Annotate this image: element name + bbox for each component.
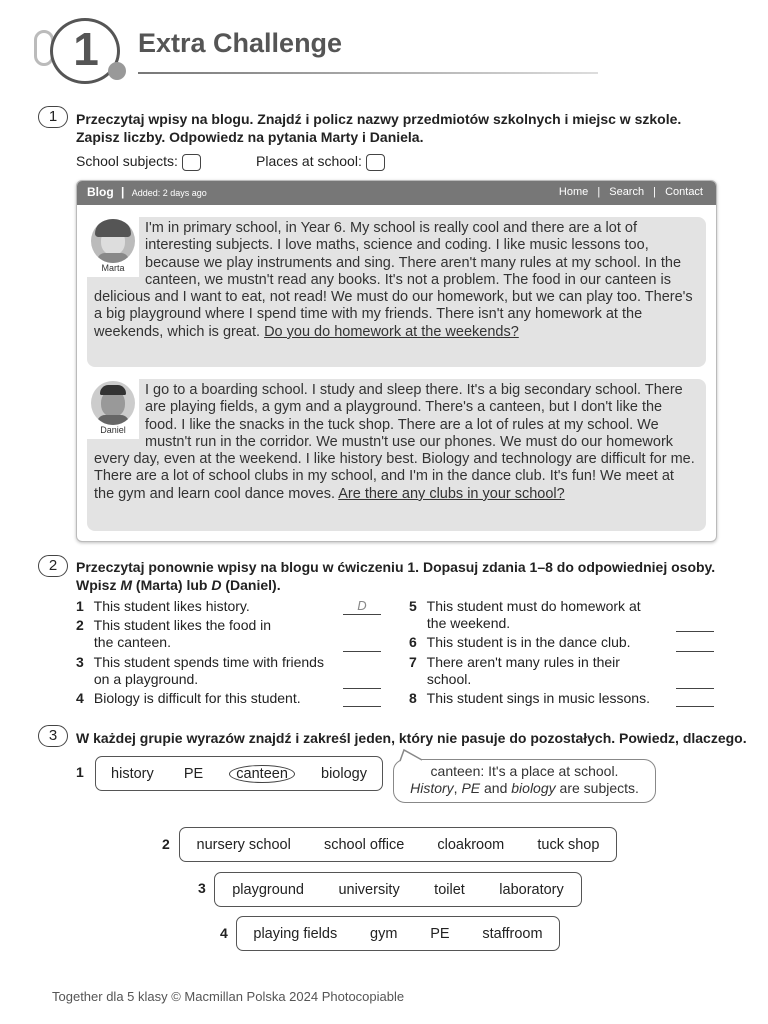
school-subjects-count	[76, 153, 201, 171]
blog-title: Blog	[87, 185, 114, 199]
answer-line-5[interactable]	[676, 631, 714, 632]
blog-separator: |	[121, 185, 125, 199]
group-3-number: 3	[198, 880, 206, 896]
boy-avatar-icon	[91, 381, 135, 425]
statement-3: 3 This student spends time with friends on a playground.	[76, 654, 324, 687]
daniel-letter: D	[211, 577, 222, 593]
exercise-2-number: 2	[38, 555, 68, 577]
statement-5: 5 This student must do homework at the weekend.	[409, 598, 641, 631]
blog-post-marta	[87, 217, 706, 367]
group-4-number: 4	[220, 925, 228, 941]
word-group-4	[236, 916, 560, 951]
blog-added-date: Added: 2 days ago	[131, 188, 207, 198]
answer-line-6[interactable]	[676, 651, 714, 652]
word-biology[interactable]: biology	[321, 765, 367, 782]
girl-avatar-icon	[91, 219, 135, 263]
page-title: Extra Challenge	[138, 28, 343, 58]
statement-1: 1 This student likes history.	[76, 598, 250, 614]
question-marta: Do you do homework at the weekends?	[264, 323, 519, 340]
blog-header-bar	[77, 181, 716, 205]
group-1-number: 1	[76, 764, 84, 780]
word-pe[interactable]: PE	[430, 925, 450, 942]
answer-line-8[interactable]	[676, 706, 714, 707]
word-cloakroom[interactable]: cloakroom	[437, 836, 505, 853]
word-history[interactable]: history	[111, 765, 154, 782]
statement-6: 6 This student is in the dance club.	[409, 634, 631, 650]
statement-8: 8 This student sings in music lessons.	[409, 690, 650, 706]
post-body-marta: I'm in primary school, in Year 6. My school is really cool and there are a lot of interesting subjects. I love maths, science and coding. I like music lessons too, because we play instruments and sing. There aren't many rules at my school. In the canteen, we mustn't read any books. It's not a problem. The food in our canteen is delicious and I want to eat, not read! We must do our homework, but we can play too. There's a big playground where I spend time with my friends. There isn't any homework at the weekends, which is great.	[94, 220, 693, 340]
word-tuck-shop[interactable]: tuck shop	[537, 836, 600, 853]
blog-post-daniel	[87, 379, 706, 531]
marta-letter: M	[120, 577, 133, 593]
blog-logo	[87, 185, 207, 199]
word-canteen-circled[interactable]: canteen	[229, 765, 295, 783]
nav-search[interactable]: Search	[609, 186, 645, 198]
bubble-tail-icon	[398, 748, 428, 762]
exercise-1-instruction: Przeczytaj wpisy na blogu. Znajdź i policz nazwy przedmiotów szkolnych i miejsc w szkole. Zapisz liczby. Odpowiedz na pytania Marty i Daniela.	[76, 111, 682, 145]
avatar-daniel	[87, 379, 139, 439]
word-gym[interactable]: gym	[370, 925, 398, 942]
statement-2: 2 This student likes the food in the canteen.	[76, 617, 272, 650]
places-at-school-label: Places at school:	[256, 153, 362, 169]
nav-separator: |	[653, 186, 657, 198]
word-nursery-school[interactable]: nursery school	[196, 836, 291, 853]
unit-dot-icon	[108, 62, 126, 80]
author-name-marta: Marta	[101, 263, 125, 273]
school-subjects-box[interactable]	[182, 154, 201, 171]
post-text-marta	[87, 217, 706, 341]
exercise-2-instruction-c: (Daniel).	[221, 577, 281, 593]
exercise-3-instruction: W każdej grupie wyrazów znajdź i zakreśl jeden, który nie pasuje do pozostałych. Powiedz, dlaczego.	[76, 730, 747, 746]
exercise-1-number: 1	[38, 106, 68, 128]
places-at-school-box[interactable]	[366, 154, 385, 171]
word-group-1	[95, 756, 383, 791]
places-at-school-count	[256, 153, 385, 171]
title-rule	[138, 72, 598, 74]
nav-contact[interactable]: Contact	[665, 186, 703, 198]
exercise-2-instruction-b: (Marta) lub	[132, 577, 212, 593]
bubble-line2: History, PE and biology are subjects.	[410, 780, 639, 796]
avatar-marta	[87, 217, 139, 277]
author-name-daniel: Daniel	[100, 425, 126, 435]
exercise-2-instruction-a: Wpisz	[76, 577, 121, 593]
word-toilet[interactable]: toilet	[434, 881, 465, 898]
statement-4: 4 Biology is difficult for this student.	[76, 690, 301, 706]
word-playground[interactable]: playground	[232, 881, 304, 898]
nav-separator: |	[597, 186, 601, 198]
word-pe[interactable]: PE	[183, 765, 204, 782]
blog-nav	[556, 186, 706, 198]
exercise-2-instruction	[76, 558, 736, 594]
answer-1[interactable]: D	[357, 598, 367, 613]
answer-line-7[interactable]	[676, 688, 714, 689]
post-body-daniel: I go to a boarding school. I study and sleep there. It's a big secondary school. There are playing fields, a gym and a playground. There's a canteen, but I don't like the food. I like the snacks in the tuck shop. There are a lot of rules at my school. We mustn't run in the corridor. We mustn't use our phones. We must do our homework every day, even at the weekend. I like history best. Biology and technology are difficult for me. There are a lot of school clubs in my school, and I'm in the dance club. It's fun! We meet at the gym and learn cool dance moves.	[94, 382, 695, 502]
answer-speech-bubble	[393, 759, 656, 803]
answer-line-2[interactable]	[343, 651, 381, 652]
nav-home[interactable]: Home	[558, 186, 589, 198]
bubble-line1: canteen: It's a place at school.	[430, 763, 619, 779]
answer-line-1	[343, 614, 381, 615]
word-playing-fields[interactable]: playing fields	[253, 925, 338, 942]
footer-copyright: Together dla 5 klasy © Macmillan Polska 2024 Photocopiable	[52, 989, 405, 1004]
word-laboratory[interactable]: laboratory	[499, 881, 564, 898]
word-group-3	[214, 872, 582, 907]
statement-7: 7 There aren't many rules in their school.	[409, 654, 620, 687]
exercise-2-instruction-line1: Przeczytaj ponownie wpisy na blogu w ćwiczeniu 1. Dopasuj zdania 1–8 do odpowiedniej osoby.	[76, 559, 716, 575]
answer-line-3[interactable]	[343, 688, 381, 689]
group-2-number: 2	[162, 836, 170, 852]
post-text-daniel	[87, 379, 706, 503]
exercise-3-number: 3	[38, 725, 68, 747]
word-school-office[interactable]: school office	[323, 836, 405, 853]
word-staffroom[interactable]: staffroom	[482, 925, 543, 942]
answer-line-4[interactable]	[343, 706, 381, 707]
word-university[interactable]: university	[338, 881, 400, 898]
question-daniel: Are there any clubs in your school?	[338, 485, 565, 502]
word-group-2	[179, 827, 617, 862]
school-subjects-label: School subjects:	[76, 153, 178, 169]
unit-number: 1	[73, 23, 99, 75]
